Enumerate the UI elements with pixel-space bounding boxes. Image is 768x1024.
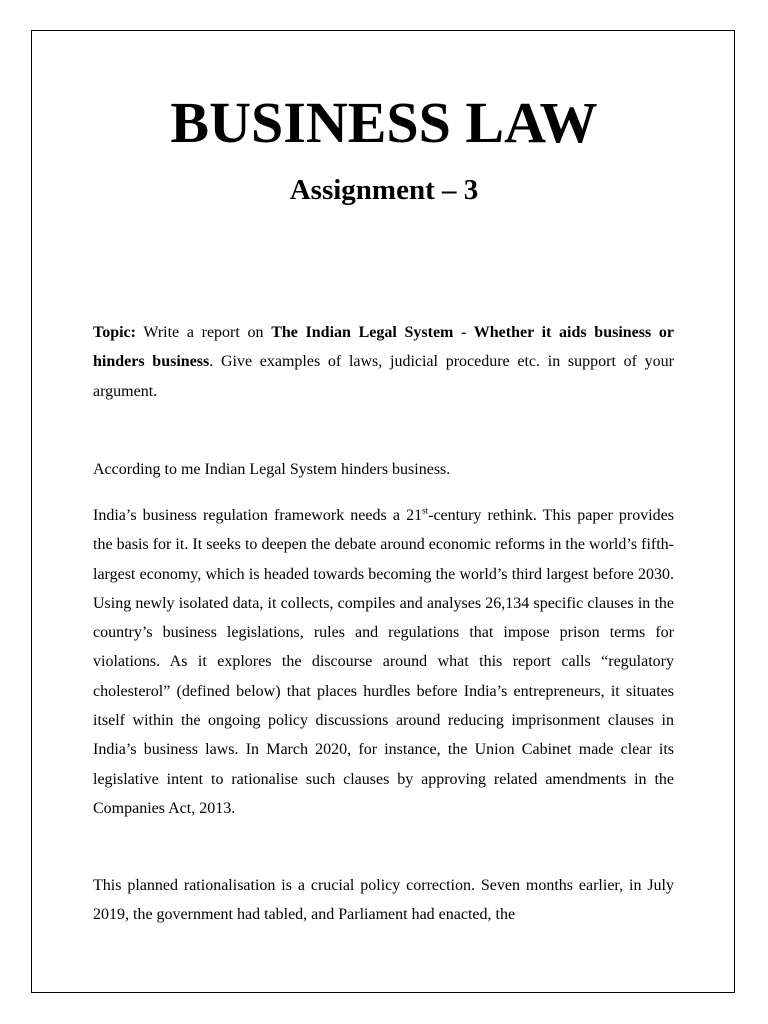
ordinal-superscript: st bbox=[422, 505, 429, 516]
topic-text-1: Write a report on bbox=[135, 324, 272, 341]
document-subtitle: Assignment – 3 bbox=[289, 174, 479, 206]
topic-bold-text: The Indian Legal System - Whether it aids business or hinders business bbox=[93, 324, 675, 371]
body-paragraph-2 bbox=[93, 871, 674, 930]
opinion-text: According to me Indian Legal System hinders business. bbox=[93, 461, 451, 478]
opinion-paragraph bbox=[93, 455, 674, 484]
paragraph-1-start: India’s business regulation framework needs a 21 bbox=[93, 507, 423, 524]
topic-paragraph bbox=[93, 318, 674, 406]
body-paragraph-1 bbox=[93, 501, 674, 823]
paragraph-2-text: This planned rationalisation is a crucial policy correction. Seven months earlier, in July 2019, the government had tabled, and Parliament had enacted, the bbox=[93, 877, 674, 924]
topic-label: Topic: bbox=[93, 324, 136, 341]
document-title: BUSINESS LAW bbox=[170, 90, 598, 155]
paragraph-1-rest: -century rethink. This paper provides the basis for it. It seeks to deepen the debate around economic reforms in the world’s fifth-largest economy, which is headed towards becoming the world’s third largest before 2030. Using newly isolated data, it collects, compiles and analyses 26,134 specific clauses in the country’s business legislations, rules and regulations that impose prison terms for violations. As it explores the discourse around what this report calls “regulatory cholesterol” (defined below) that places hurdles before India’s entrepreneurs, it situates itself within the ongoing policy discussions around reducing imprisonment clauses in India’s business laws. In March 2020, for instance, the Union Cabinet made clear its legislative intent to rationalise such clauses by approving related amendments in the Companies Act, 2013. bbox=[93, 507, 675, 817]
topic-text-2: . Give examples of laws, judicial procedure etc. in support of your argument. bbox=[93, 353, 674, 400]
